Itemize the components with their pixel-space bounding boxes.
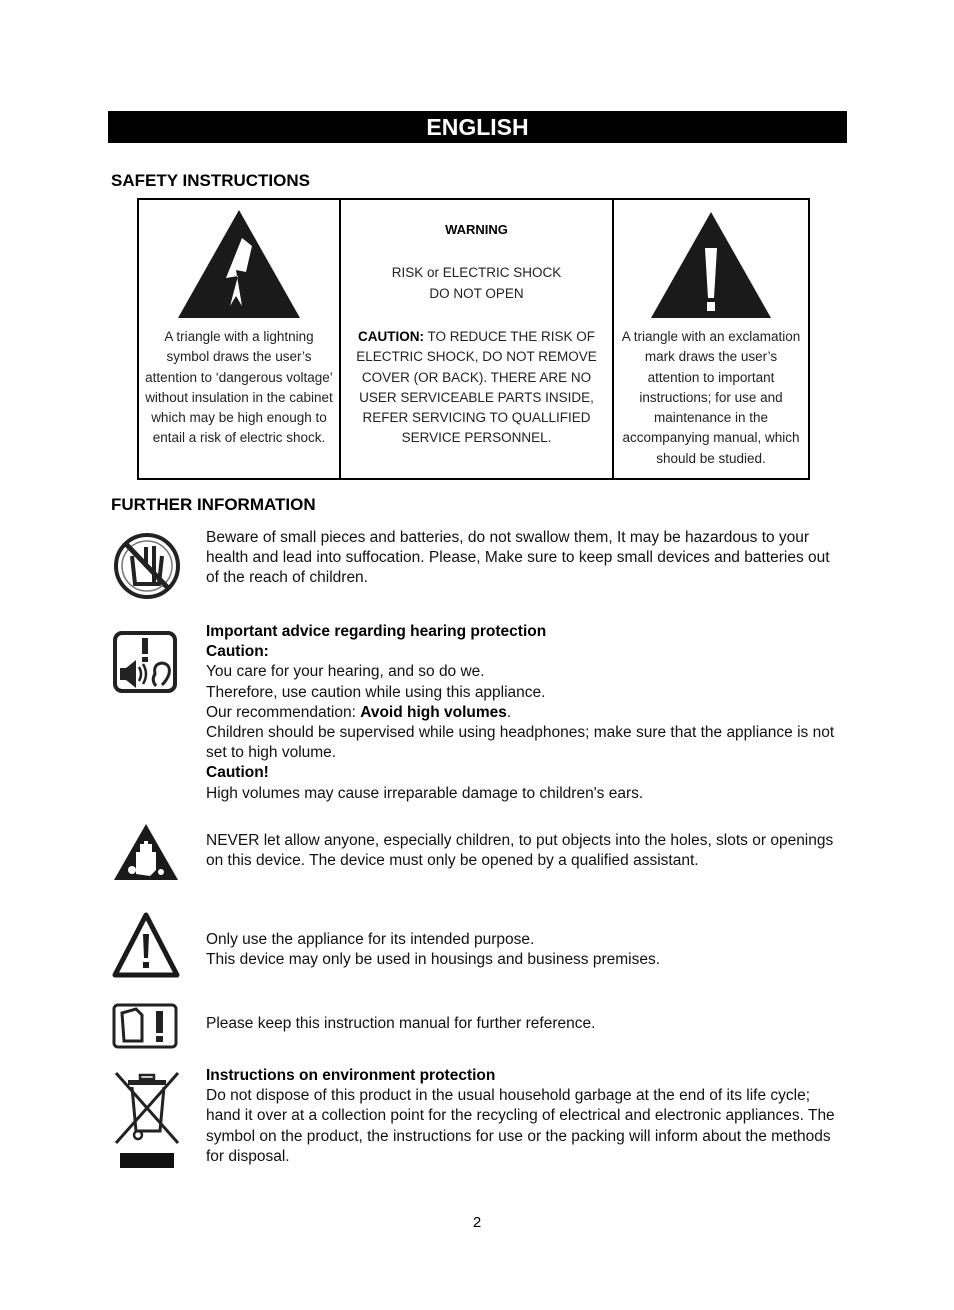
caution-text: TO REDUCE THE RISK OF ELECTRIC SHOCK, DO NOT REMOVE COVER (OR BACK). THERE ARE NO USER SERVICEABLE PARTS INSIDE, REFER SERVICING TO QUALLIFIED SERVICE PERSONNEL. xyxy=(356,329,597,446)
small-parts-text: Beware of small pieces and batteries, do not swallow them, It may be hazardous to your health and lead into suffocation. Please, Make sure to keep small devices and batteries out of the reach of children. xyxy=(206,529,830,587)
environment-heading: Instructions on environment protection xyxy=(206,1067,496,1084)
environment-text: Do not dispose of this product in the usual household garbage at the end of its life cycle; hand it over at a collection point for the recycling of electrical and electronic appliances. The symbol on the product, the instructions for use or the packing will inform about the methods for disposal. xyxy=(206,1087,835,1165)
warning-cell xyxy=(339,200,612,478)
hearing-caution-label: Caution: xyxy=(206,643,269,661)
language-header: ENGLISH xyxy=(108,111,847,143)
safety-warning-table xyxy=(137,198,810,480)
hearing-protection-icon xyxy=(112,630,178,694)
risk-line-1: RISK or ELECTRIC SHOCK xyxy=(391,265,562,280)
warning-caution xyxy=(345,327,608,449)
purpose-line-2: This device may only be used in housings and business premises. xyxy=(206,951,661,969)
hearing-advice xyxy=(206,622,846,804)
warning-title: WARNING xyxy=(445,222,508,237)
manual-book-icon xyxy=(112,1003,178,1049)
hearing-line-2: Therefore, use caution while using this appliance. xyxy=(206,683,546,701)
risk-line-2: DO NOT OPEN xyxy=(429,286,524,301)
exclamation-cell xyxy=(612,200,808,478)
further-information-title: FURTHER INFORMATION xyxy=(111,495,316,514)
lightning-triangle-icon xyxy=(176,208,302,320)
hearing-line-3: Children should be supervised while using headphones; make sure that the appliance is not set to high volume. xyxy=(206,724,835,762)
lightning-description: A triangle with a lightning symbol draws the user’s attention to ‘dangerous voltage’ without insulation in the cabinet which may be high enough to entail a risk of electric shock. xyxy=(145,329,333,446)
exclamation-description: A triangle with an exclamation mark draws the user’s attention to important instructions; for use and maintenance in the accompanying manual, which should be studied. xyxy=(621,329,801,466)
lightning-cell xyxy=(139,200,339,478)
hearing-heading: Important advice regarding hearing protection xyxy=(206,623,547,640)
environment-protection xyxy=(206,1066,846,1167)
hand-warning-icon xyxy=(112,822,180,882)
exclamation-triangle-icon xyxy=(649,210,773,320)
no-swallow-icon xyxy=(112,532,182,600)
recommendation-suffix: . xyxy=(506,703,512,721)
hearing-line-1: You care for your hearing, and so do we. xyxy=(206,663,485,681)
purpose-line-1: Only use the appliance for its intended purpose. xyxy=(206,931,535,948)
hearing-recommendation xyxy=(206,703,846,723)
page-number: 2 xyxy=(472,1214,482,1231)
warning-risk xyxy=(341,262,612,304)
crossed-bin-icon xyxy=(112,1069,182,1171)
objects-text: NEVER let allow anyone, especially children, to put objects into the holes, slots or openings on this device. The device must only be opened by a qualified assistant. xyxy=(206,832,834,870)
safety-instructions-title: SAFETY INSTRUCTIONS xyxy=(111,171,310,190)
warning-triangle-icon xyxy=(112,912,180,978)
hearing-caution-label-2: Caution! xyxy=(206,764,269,782)
purpose-text xyxy=(206,930,846,970)
recommendation-bold: Avoid high volumes xyxy=(360,703,507,721)
manual-text: Please keep this instruction manual for further reference. xyxy=(206,1015,596,1032)
caution-label: CAUTION: xyxy=(357,329,424,344)
recommendation-prefix: Our recommendation: xyxy=(206,703,361,721)
hearing-line-4: High volumes may cause irreparable damage to children's ears. xyxy=(206,784,644,802)
